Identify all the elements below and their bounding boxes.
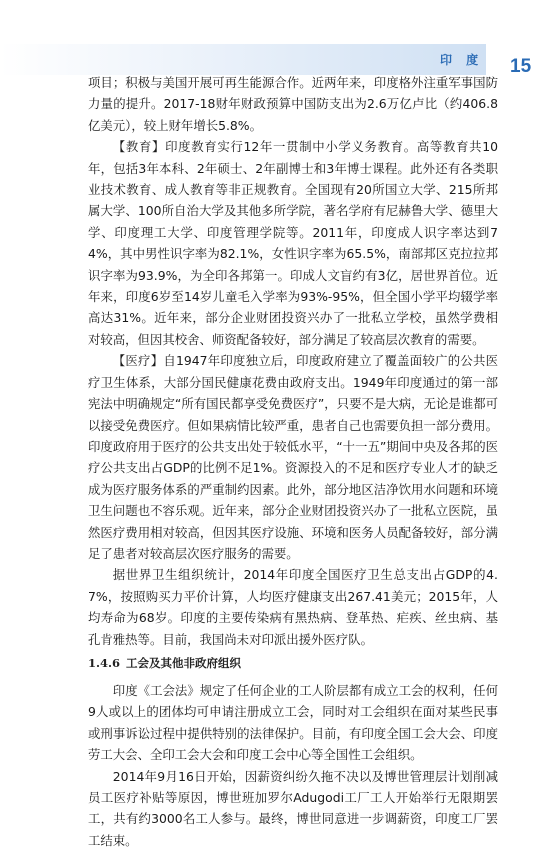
- running-title: 印 度: [440, 53, 484, 67]
- paragraph-who-statistics: 据世界卫生组织统计，2014年印度全国医疗卫生总支出占GDP的4.7%，按照购买力平价计算，人均医疗健康支出267.41美元；2015年，人均寿命为68岁。印度的主要传染病有黑热病、登革热、疟疾、丝虫病、基孔肯雅热等。目前，我国尚未对印派出援外医疗队。: [88, 567, 498, 647]
- paragraph-bosch-strike: 2014年9月16日开始，因薪资纠纷久拖不决以及博世管理层计划削减员工医疗补贴等原因，博世班加罗尔Adugodi工厂工人开始举行无限期罢工，共有约3000名工人参与。最终，博世同意进一步调薪资，印度工厂罢工结束。: [88, 768, 498, 848]
- header-band: [0, 44, 486, 75]
- section-heading: [88, 652, 498, 674]
- paragraph-trade-union-law: 印度《工会法》规定了任何企业的工人阶层都有成立工会的权利，任何9人或以上的团体均可申请注册成立工会，同时对工会组织在面对某些民事或刑事诉讼过程中提供特别的法律保护。目前，有印度全国工会大会、印度劳工大会、全印工会大会和印度工会中心等全国性工会组织。: [88, 682, 498, 763]
- paragraph-healthcare: 【医疗】自1947年印度独立后，印度政府建立了覆盖面较广的公共医疗卫生体系，大部分国民健康花费由政府支出。1949年印度通过的第一部宪法中明确规定“所有国民都享受免费医疗”，只要不是大病，无论是谁都可以接受免费医疗。但如果病情比较严重，患者自己也需要负担一部分费用。印度政府用于医疗的公共支出处于较低水平，“十一五”期间中央及各邦的医疗公共支出占GDP的比例不足1%。资源投入的不足和医疗专业人才的缺乏成为医疗服务体系的严重制约因素。此外，部分地区洁净饮用水问题和环境卫生问题也不容乐观。近年来，部分企业财团投资兴办了一批私立医院，虽然医疗费用相对较高，但因其医疗设施、环境和医务人员配备较好，部分满足了患者对较高层次医疗服务的需要。: [88, 353, 498, 561]
- page-number: 15: [510, 56, 532, 77]
- paragraph-education: 【教育】印度教育实行12年一贯制中小学义务教育。高等教育共10年，包括3年本科、2年硕士、2年副博士和3年博士课程。此外还有各类职业技术教育、成人教育等非正规教育。全国现有20所国立大学、215所邦属大学、100所自治大学及其他多所学院，著名学府有尼赫鲁大学、德里大学、印度理工大学、印度管理学院等。2011年，印度成人识字率达到74%，其中男性识字率为82.1%，女性识字率为65.5%，南部邦区克拉拉邦识字率为93.9%，为全印各邦第一。印成人文盲约有3亿，居世界首位。近年来，印度6岁至14岁儿童毛入学率为93%-95%，但全国小学平均辍学率高达31%。近年来，部分企业财团投资兴办了一批私立学校，虽然学费相对较高，但因其校舍、师资配备较好，部分满足了较高层次教育的需要。: [88, 139, 498, 347]
- section-number: 1.4.6: [88, 655, 121, 670]
- section-title: 工会及其他非政府组织: [126, 655, 242, 670]
- page-body: [88, 72, 498, 851]
- paragraph-defense: 项目；积极与美国开展可再生能源合作。近两年来，印度格外注重军事国防力量的提升。2017-18财年财政预算中国防支出为2.6万亿卢比（约406.8亿美元），较上财年增长5.8%。: [88, 75, 498, 133]
